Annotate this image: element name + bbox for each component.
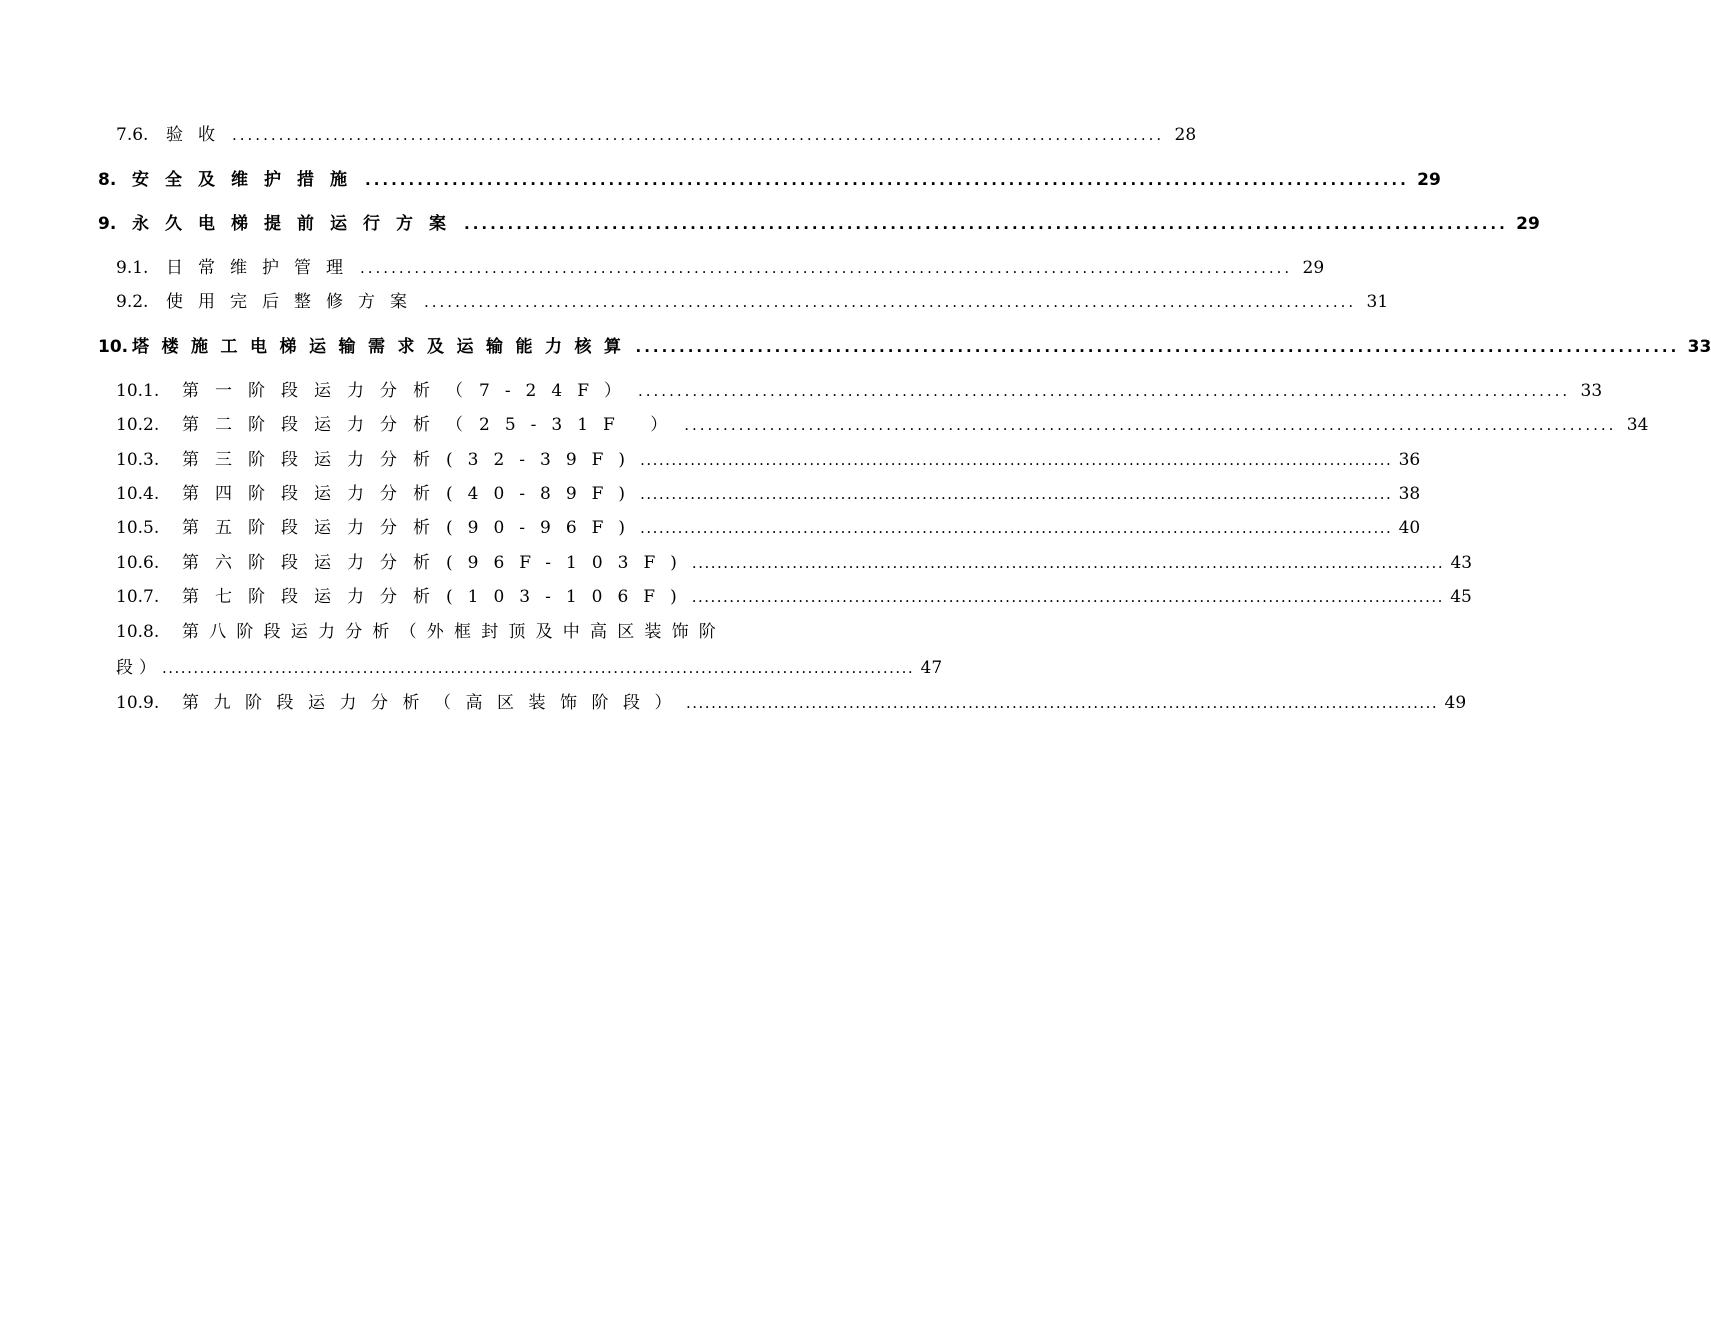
toc-title-suffix: (32-39F): [446, 450, 641, 470]
toc-number: 9.: [98, 214, 117, 234]
toc-title-suffix: (96F-103F): [446, 553, 692, 573]
toc-title: 第九阶段运力分析（高区装饰阶段）: [182, 693, 686, 713]
toc-number: 8.: [98, 170, 117, 190]
toc-title: 第五阶段运力分析: [182, 518, 446, 538]
toc-leader: ........................................................................................................................: [684, 416, 1617, 434]
toc-title: 日常维护管理: [166, 258, 358, 278]
toc-leader: ........................................................................................................................: [635, 338, 1680, 356]
toc-number: 7.6.: [116, 125, 149, 145]
toc-number: 9.2.: [116, 292, 149, 312]
toc-page-number: 28: [1174, 125, 1197, 145]
toc-title-suffix: 25-31F ）: [479, 415, 683, 435]
toc-number: 10.4.: [116, 484, 160, 504]
toc-number: 10.6.: [116, 553, 160, 573]
toc-title: 永久电梯提前运行方案: [132, 214, 462, 234]
toc-title-suffix: (90-96F): [446, 518, 641, 538]
toc-number: 10.5.: [116, 518, 160, 538]
toc-page-number: 31: [1366, 292, 1389, 312]
toc-title: 使用完后整修方案: [166, 292, 422, 312]
toc-page-number: 38: [1398, 484, 1421, 504]
toc-entry-10-7[interactable]: [116, 586, 1472, 608]
toc-entry-10[interactable]: [98, 336, 1711, 358]
toc-leader: ........................................................................................................................: [464, 215, 1508, 233]
toc-title: 第七阶段运力分析: [182, 587, 446, 607]
toc-number: 10.7.: [116, 587, 160, 607]
toc-number: 10.8.: [116, 622, 160, 642]
toc-page-number: 33: [1687, 337, 1711, 357]
toc-page-number: 29: [1516, 214, 1540, 234]
toc-page-number: 34: [1626, 415, 1649, 435]
toc-entry-7-6[interactable]: [116, 124, 1197, 146]
toc-entry-8[interactable]: [98, 169, 1441, 191]
toc-number: 10.9.: [116, 693, 160, 713]
toc-number: 10.3.: [116, 450, 160, 470]
toc-title: 第八阶段运力分析（外框封顶及中高区装饰阶: [182, 622, 726, 642]
toc-title: 段）: [116, 658, 162, 678]
toc-leader: ........................................................................................................................: [686, 694, 1439, 712]
toc-page-number: 33: [1580, 381, 1603, 401]
toc-leader: ........................................................................................................................: [691, 588, 1444, 606]
toc-title-suffix: (40-89F): [446, 484, 641, 504]
toc-entry-10-8[interactable]: [116, 621, 848, 643]
toc-title: 第二阶段运力分析（: [182, 415, 479, 435]
toc-entry-10-1[interactable]: [116, 380, 1603, 402]
toc-leader: ........................................................................................................................: [232, 126, 1165, 144]
toc-title: 第六阶段运力分析: [182, 553, 446, 573]
toc-page-number: 45: [1450, 587, 1472, 607]
toc-title: 塔楼施工电梯运输需求及运输能力核算: [132, 337, 634, 357]
toc-entry-9[interactable]: [98, 213, 1540, 235]
toc-title: 第一阶段运力分析（: [182, 381, 479, 401]
toc-leader: ........................................................................................................................: [640, 451, 1393, 469]
toc-leader: ........................................................................................................................: [640, 519, 1393, 537]
toc-leader: ........................................................................................................................: [691, 554, 1445, 572]
toc-entry-10-8-continued[interactable]: [116, 657, 943, 679]
toc-entry-10-3[interactable]: [116, 449, 1421, 471]
toc-entry-9-2[interactable]: [116, 291, 1389, 313]
toc-page-number: 29: [1302, 258, 1325, 278]
toc-page-number: 49: [1444, 693, 1467, 713]
toc-leader: ........................................................................................................................: [638, 382, 1571, 400]
toc-page-number: 36: [1398, 450, 1421, 470]
toc-entry-10-2[interactable]: [116, 414, 1649, 436]
toc-page-number: 29: [1417, 170, 1441, 190]
toc-page-number: 47: [920, 658, 943, 678]
toc-leader: ........................................................................................................................: [360, 259, 1293, 277]
toc-number: 10.2.: [116, 415, 160, 435]
toc-title-suffix: 7-24F）: [479, 381, 636, 401]
toc-title: 安全及维护措施: [132, 170, 363, 190]
toc-entry-10-5[interactable]: [116, 517, 1421, 539]
toc-entry-10-9[interactable]: [116, 692, 1467, 714]
toc-entry-10-4[interactable]: [116, 483, 1421, 505]
toc-number: 9.1.: [116, 258, 149, 278]
toc-entry-9-1[interactable]: [116, 257, 1325, 279]
toc-number: 10.: [98, 337, 129, 357]
toc-leader: ........................................................................................................................: [424, 293, 1357, 311]
toc-title-suffix: (103-106F): [446, 587, 692, 607]
toc-page-number: 40: [1398, 518, 1421, 538]
toc-title: 第三阶段运力分析: [182, 450, 446, 470]
toc-title: 验收: [166, 125, 230, 145]
toc-entry-10-6[interactable]: [116, 552, 1473, 574]
toc-leader: ........................................................................................................................: [162, 659, 915, 677]
toc-page-number: 43: [1450, 553, 1473, 573]
toc-number: 10.1.: [116, 381, 160, 401]
toc-leader: ........................................................................................................................: [640, 485, 1393, 503]
toc-title: 第四阶段运力分析: [182, 484, 446, 504]
toc-leader: ........................................................................................................................: [365, 171, 1409, 189]
